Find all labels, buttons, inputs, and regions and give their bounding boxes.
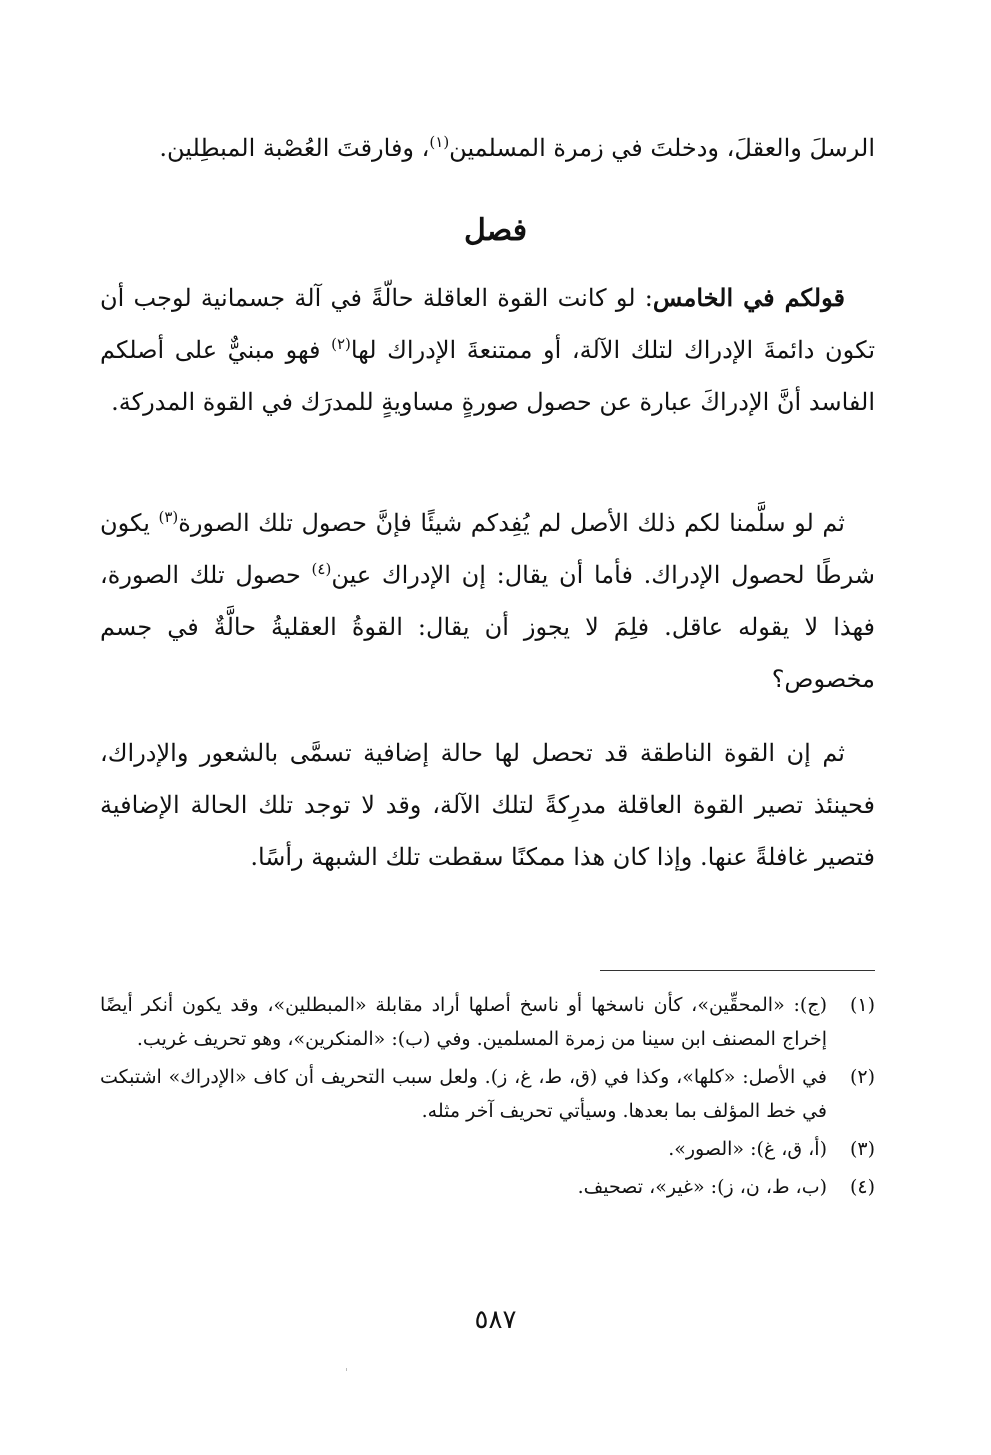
text-segment: ثم لو سلَّمنا لكم ذلك الأصل لم يُفِدكم شيئًا فإنَّ حصول تلك الصورة <box>178 509 845 537</box>
paragraph-lead: قولكم في الخامس <box>652 283 845 312</box>
footnote-ref-4[interactable]: (٤) <box>311 560 332 578</box>
paragraph-fifth-argument <box>100 272 875 428</box>
footnote-text: (ج): «المحقِّين»، كأن ناسخها أو ناسخ أصلها أراد مقابلة «المبطلين»، وقد يكون أنكر أيضًا إخراج المصنف ابن سينا من زمرة المسلمين. وفي (ب): «المنكرين»، وهو تحريف غريب. <box>100 994 827 1050</box>
footnote <box>100 1060 875 1128</box>
footnote-text: (أ، ق، غ): «الصور». <box>668 1138 827 1160</box>
footnote <box>100 988 875 1056</box>
text-segment: الرسلَ والعقلَ، ودخلتَ في زمرة المسلمين <box>449 134 875 162</box>
section-heading: فصل <box>463 213 528 248</box>
footnote-ref-3[interactable]: (٣) <box>158 508 179 526</box>
footnote <box>100 1170 875 1204</box>
footnote-ref-1[interactable]: (١) <box>429 133 450 151</box>
footnote-text: (ب، ط، ن، ز): «غير»، تصحيف. <box>577 1176 827 1198</box>
footnote-number: (٤) <box>849 1176 875 1198</box>
paragraph-concession <box>100 497 875 705</box>
footnote-ref-2[interactable]: (٢) <box>331 335 351 353</box>
page-number: ٥٨٧ <box>474 1305 517 1335</box>
text-segment: : لو كانت القوة العاقلة حالّةً في آلة جسمانية لوجب أن تكون دائمةَ الإدراك لتلك الآلة، أو ممتنعةَ الإدراك لها <box>100 284 875 364</box>
text-segment: ، وفارقتَ العُصْبة المبطِلين. <box>159 134 430 162</box>
scan-speck <box>346 1368 347 1371</box>
paragraph-continuation <box>100 122 875 174</box>
text-segment: حصول تلك الصورة، فهذا لا يقوله عاقل. فلِمَ لا يجوز أن يقال: القوةُ العقليةُ حالَّةٌ في جسم مخصوص؟ <box>100 561 875 693</box>
footnotes <box>100 988 875 1208</box>
paragraph-rational-faculty: ثم إن القوة الناطقة قد تحصل لها حالة إضافية تسمَّى بالشعور والإدراك، فحينئذ تصير القوة العاقلة مدرِكةً لتلك الآلة، وقد لا توجد تلك الحالة الإضافية فتصير غافلةً عنها. وإذا كان هذا ممكنًا سقطت تلك الشبهة رأسًا. <box>100 739 875 871</box>
footnote-separator <box>600 970 875 971</box>
footnote-number: (٣) <box>849 1138 875 1160</box>
footnote-number: (٢) <box>849 1066 875 1088</box>
text-segment: يكون شرطًا لحصول الإدراك. فأما أن يقال: إن الإدراك عين <box>100 509 875 589</box>
text-segment: فهو مبنيٌّ على أصلكم الفاسد أنَّ الإدراكَ عبارة عن حصول صورةٍ مساويةٍ للمدرَك في القوة المدركة. <box>100 336 875 416</box>
footnote-number: (١) <box>849 994 875 1016</box>
footnote <box>100 1132 875 1166</box>
footnote-text: في الأصل: «كلها»، وكذا في (ق، ط، غ، ز). ولعل سبب التحريف أن كاف «الإدراك» اشتبكت في خط المؤلف بما بعدها. وسيأتي تحريف آخر مثله. <box>100 1066 827 1122</box>
